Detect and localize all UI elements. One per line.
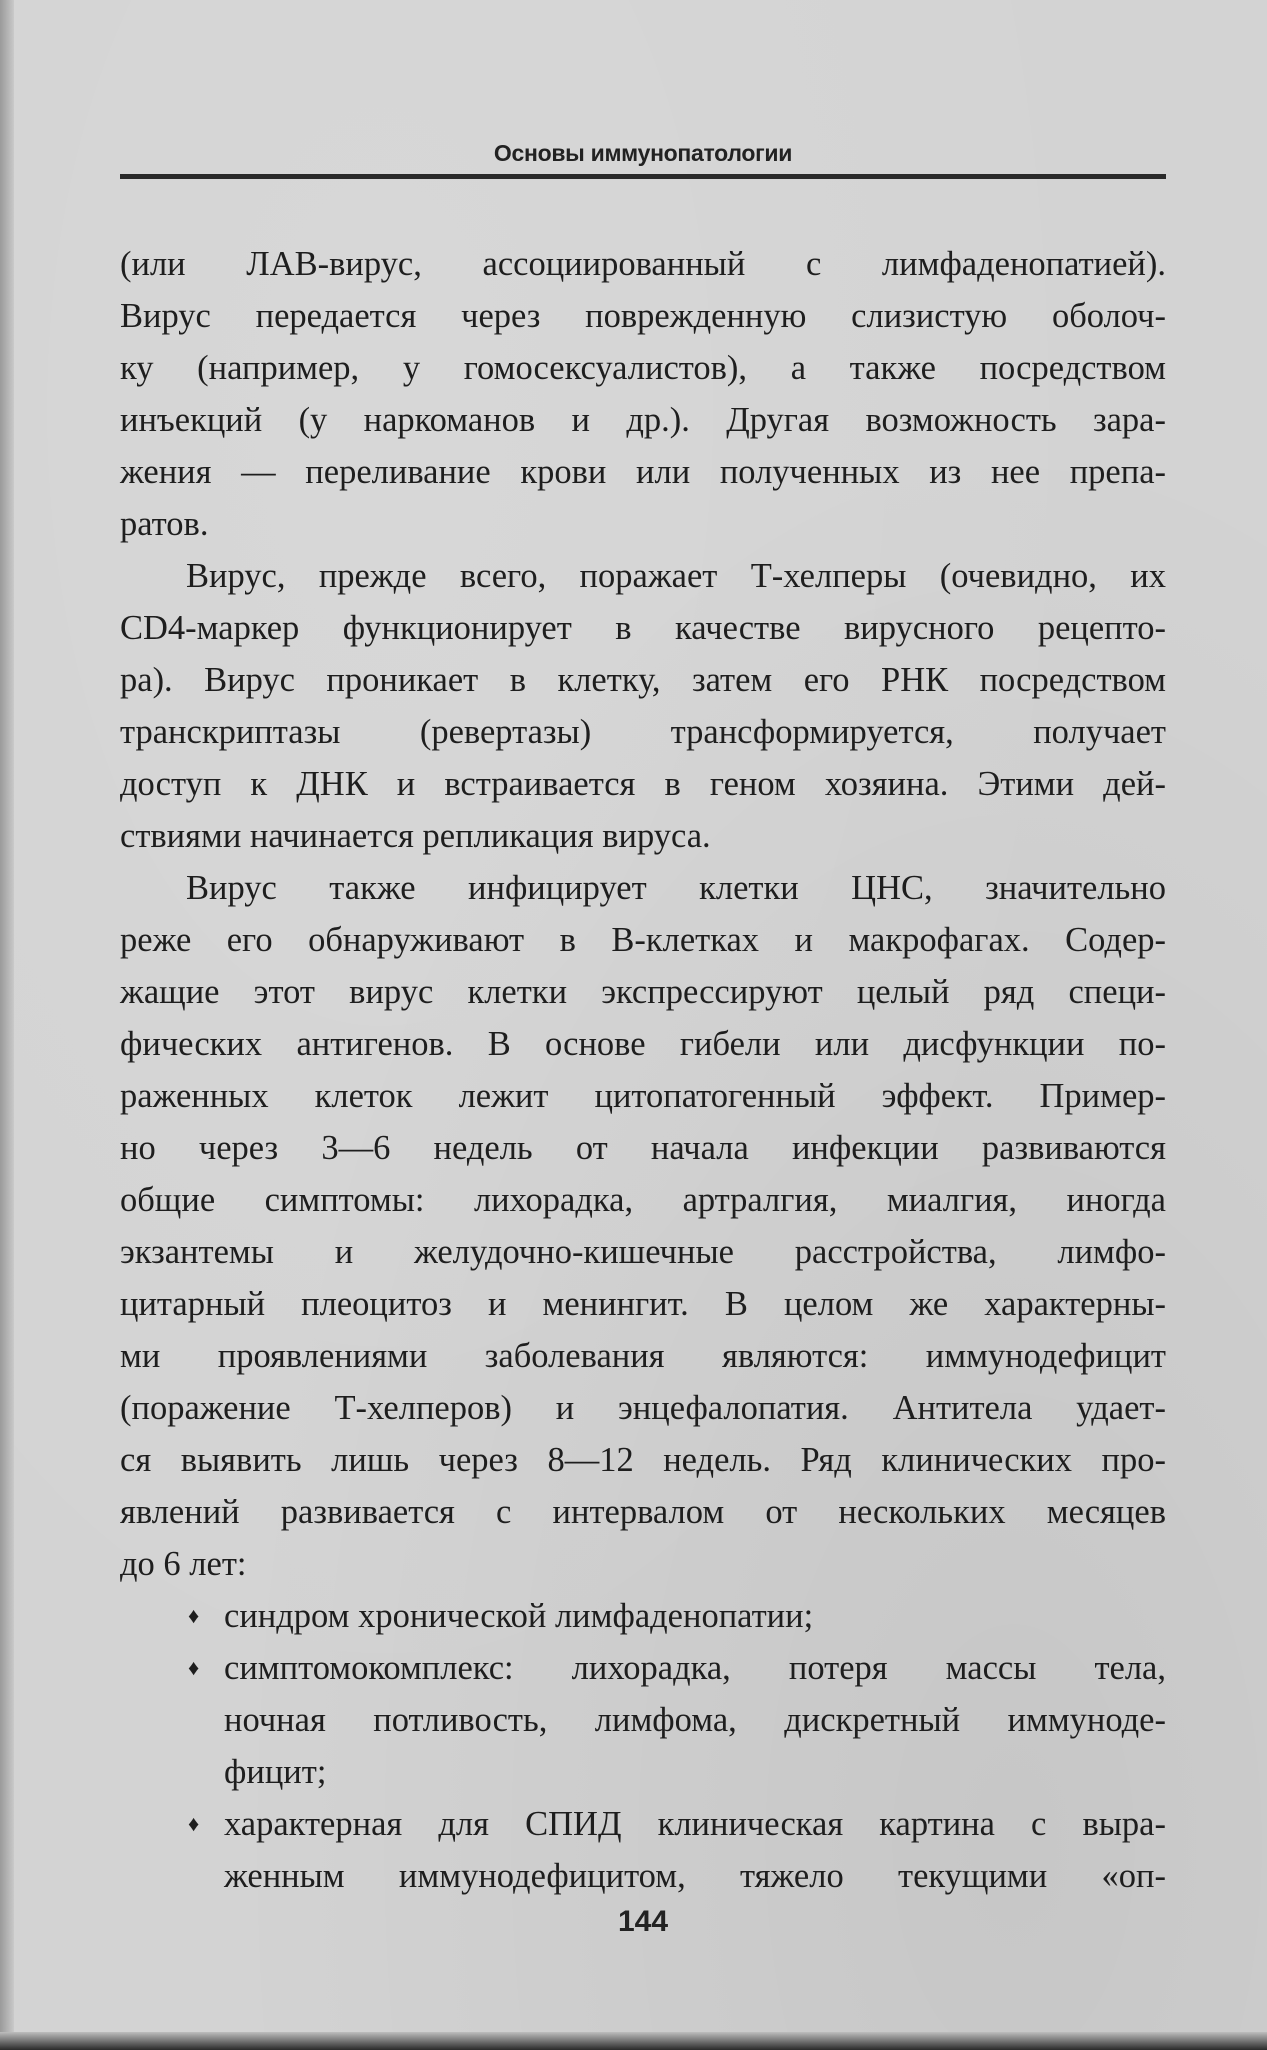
page-bottom-edge — [0, 2032, 1267, 2050]
running-head-title: Основы иммунопатологии — [493, 140, 793, 166]
text-line: ствиями начинается репликация вируса. — [120, 817, 711, 855]
bullet-item — [120, 1590, 1166, 1642]
text-line: CD4-маркер функционирует в качестве вирусного рецепто- — [120, 609, 1166, 647]
running-head-rule — [120, 174, 1166, 179]
bullet-item — [120, 1798, 1166, 1850]
text-line: ми проявлениями заболевания являются: иммунодефицит — [120, 1337, 1166, 1375]
text-line: но через 3—6 недель от начала инфекции развиваются — [120, 1129, 1166, 1167]
text-line: (поражение Т-хелперов) и энцефалопатия. Антитела удает- — [120, 1389, 1166, 1427]
text-line: явлений развивается с интервалом от нескольких месяцев — [120, 1493, 1166, 1531]
text-line: фических антигенов. В основе гибели или дисфункции по- — [120, 1025, 1166, 1063]
bullet-text: синдром хронической лимфаденопатии; — [224, 1597, 814, 1635]
text-line: жащие этот вирус клетки экспрессируют целый ряд специ- — [120, 973, 1166, 1011]
text-line: транскриптазы (ревертазы) трансформируется, получает — [120, 713, 1166, 751]
body-text — [120, 238, 1166, 1902]
text-line: ку (например, у гомосексуалистов), а также посредством — [120, 349, 1166, 387]
text-line: Вирус передается через поврежденную слизистую оболоч- — [120, 297, 1166, 335]
text-line: инъекций (у наркоманов и др.). Другая возможность зара- — [120, 401, 1166, 439]
text-line: раженных клеток лежит цитопатогенный эффект. Пример- — [120, 1077, 1166, 1115]
page-number: 144 — [617, 1905, 669, 1938]
text-line: экзантемы и желудочно-кишечные расстройства, лимфо- — [120, 1233, 1166, 1271]
text-line: реже его обнаруживают в В-клетках и макрофагах. Содер- — [120, 921, 1166, 959]
text-line: ра). Вирус проникает в клетку, затем его РНК посредством — [120, 661, 1166, 699]
text-line: до 6 лет: — [120, 1545, 247, 1583]
diamond-bullet-icon: ♦ — [188, 1603, 200, 1628]
diamond-bullet-icon: ♦ — [188, 1811, 200, 1836]
bullet-text: симптомокомплекс: лихорадка, потеря массы тела, — [224, 1649, 1166, 1687]
text-line: доступ к ДНК и встраивается в геном хозяина. Этими дей- — [120, 765, 1166, 803]
text-line: общие симптомы: лихорадка, артралгия, миалгия, иногда — [120, 1181, 1166, 1219]
text-line: ся выявить лишь через 8—12 недель. Ряд клинических про- — [120, 1441, 1166, 1479]
diamond-bullet-icon: ♦ — [188, 1655, 200, 1680]
text-line: жения — переливание крови или полученных из нее препа- — [120, 453, 1166, 491]
paragraph-first-line: Вирус, прежде всего, поражает Т-хелперы (очевидно, их — [186, 557, 1166, 595]
paragraph-first-line: Вирус также инфицирует клетки ЦНС, значительно — [186, 869, 1166, 907]
text-line: ратов. — [120, 505, 209, 543]
page-binding-shadow — [0, 0, 14, 2050]
text-line: (или ЛАВ-вирус, ассоциированный с лимфаденопатией). — [120, 245, 1166, 283]
bullet-continuation: ночная потливость, лимфома, дискретный иммуноде- — [224, 1701, 1166, 1739]
bullet-continuation: фицит; — [224, 1753, 327, 1791]
text-line: цитарный плеоцитоз и менингит. В целом же характерны- — [120, 1285, 1166, 1323]
bullet-continuation: женным иммунодефицитом, тяжело текущими «оп- — [224, 1857, 1166, 1895]
bullet-text: характерная для СПИД клиническая картина с выра- — [224, 1805, 1166, 1843]
bullet-item — [120, 1642, 1166, 1694]
